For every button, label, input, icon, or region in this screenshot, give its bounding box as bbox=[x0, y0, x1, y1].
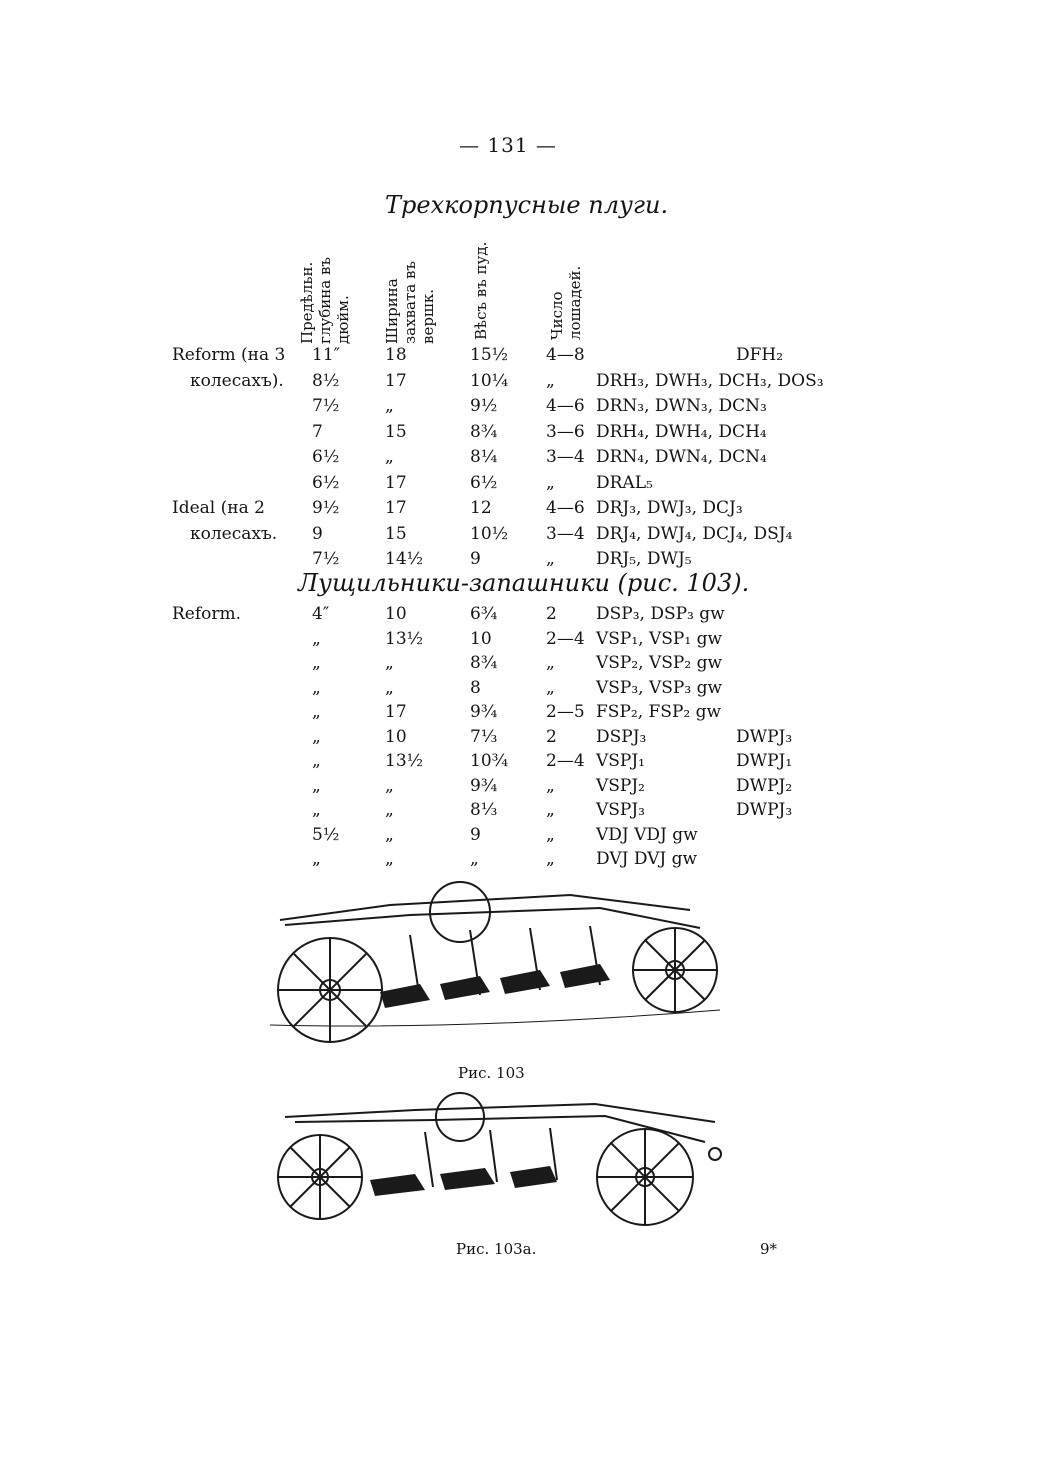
cell-weight: „ bbox=[470, 849, 479, 869]
cell-width: 13½ bbox=[385, 628, 424, 649]
cell-width: „ bbox=[385, 824, 394, 845]
cell-models: DRH₃, DWH₃, DCH₃, DOS₃ bbox=[596, 370, 824, 391]
cell-weight: 15½ bbox=[470, 345, 509, 365]
cell-weight: 9½ bbox=[470, 396, 498, 416]
row-label: Ideal (на 2 bbox=[172, 498, 265, 518]
cell-weight: 9 bbox=[470, 824, 481, 845]
cell-depth: „ bbox=[312, 775, 321, 796]
figure-103a-plough-illustration bbox=[275, 1092, 735, 1232]
cell-models: VSP₃, VSP₃ gw bbox=[596, 677, 722, 698]
cell-depth: „ bbox=[312, 677, 321, 698]
header-width: Ширина захвата въ вершк. bbox=[383, 261, 437, 344]
cell-width: „ bbox=[385, 677, 394, 698]
cell-width: 17 bbox=[385, 472, 407, 493]
cell-width: 15 bbox=[385, 523, 407, 544]
cell-models: DRN₃, DWN₃, DCN₃ bbox=[596, 396, 767, 416]
cell-models-right: DFH₂ bbox=[736, 345, 784, 365]
cell-weight: 7⅓ bbox=[470, 726, 498, 747]
cell-weight: 8 bbox=[470, 677, 481, 698]
row-label: колесахъ. bbox=[190, 523, 278, 544]
cell-horses: „ bbox=[546, 677, 555, 698]
cell-weight: 8¾ bbox=[470, 421, 498, 442]
cell-width: „ bbox=[385, 849, 394, 869]
cell-depth: „ bbox=[312, 653, 321, 673]
cell-models: VSPJ₂ bbox=[596, 775, 645, 796]
figure-103a-caption: Рис. 103а. bbox=[456, 1240, 537, 1258]
cell-weight: 10¾ bbox=[470, 751, 509, 771]
cell-models: DRH₄, DWH₄, DCH₄ bbox=[596, 421, 767, 442]
cell-horses: „ bbox=[546, 824, 555, 845]
section-title-three-body-ploughs: Трехкорпусные плуги. bbox=[385, 191, 669, 219]
cell-weight: 8¼ bbox=[470, 447, 498, 467]
row-label: Reform (на 3 bbox=[172, 345, 286, 365]
cell-width: „ bbox=[385, 653, 394, 673]
cell-depth: 9½ bbox=[312, 498, 340, 518]
cell-depth: 11″ bbox=[312, 345, 340, 365]
cell-depth: 7 bbox=[312, 421, 323, 442]
cell-weight: 8⅓ bbox=[470, 800, 498, 820]
cell-models: DRJ₃, DWJ₃, DCJ₃ bbox=[596, 498, 743, 518]
cell-horses: 4—8 bbox=[546, 345, 585, 365]
cell-depth: 9 bbox=[312, 523, 323, 544]
header-weight: Вѣсъ въ пуд. bbox=[472, 241, 490, 340]
cell-width: 14½ bbox=[385, 549, 424, 569]
cell-models: DSP₃, DSP₃ gw bbox=[596, 604, 725, 624]
cell-depth: „ bbox=[312, 628, 321, 649]
row-label: Reform. bbox=[172, 604, 242, 624]
cell-depth: 4″ bbox=[312, 604, 330, 624]
cell-models-right: DWPJ₁ bbox=[736, 751, 793, 771]
cell-models: DVJ DVJ gw bbox=[596, 849, 698, 869]
cell-weight: 12 bbox=[470, 498, 492, 518]
cell-horses: 2—4 bbox=[546, 628, 585, 649]
cell-weight: 9¾ bbox=[470, 702, 498, 722]
cell-depth: 6½ bbox=[312, 447, 340, 467]
cell-depth: 8½ bbox=[312, 370, 340, 391]
cell-horses: 2 bbox=[546, 604, 557, 624]
cell-width: 17 bbox=[385, 702, 407, 722]
cell-weight: 6½ bbox=[470, 472, 498, 493]
cell-models-right: DWPJ₃ bbox=[736, 726, 793, 747]
cell-models: VDJ VDJ gw bbox=[596, 824, 698, 845]
cell-weight: 9¾ bbox=[470, 775, 498, 796]
cell-horses: 4—6 bbox=[546, 396, 585, 416]
cell-weight: 6¾ bbox=[470, 604, 498, 624]
cell-depth: 5½ bbox=[312, 824, 340, 845]
cell-horses: „ bbox=[546, 800, 555, 820]
cell-models: DRN₄, DWN₄, DCN₄ bbox=[596, 447, 767, 467]
cell-weight: 10 bbox=[470, 628, 492, 649]
cell-horses: „ bbox=[546, 549, 555, 569]
cell-width: „ bbox=[385, 800, 394, 820]
cell-depth: „ bbox=[312, 702, 321, 722]
cell-models: VSP₂, VSP₂ gw bbox=[596, 653, 722, 673]
row-label: колесахъ). bbox=[190, 370, 284, 391]
cell-depth: „ bbox=[312, 800, 321, 820]
cell-models-right: DWPJ₂ bbox=[736, 775, 793, 796]
cell-weight: 10¼ bbox=[470, 370, 509, 391]
cell-horses: „ bbox=[546, 849, 555, 869]
header-horses: Число лошадей. bbox=[548, 265, 584, 340]
cell-width: 15 bbox=[385, 421, 407, 442]
section-title-skimmers: Лущильники-запашники (рис. 103). bbox=[298, 569, 750, 597]
cell-width: „ bbox=[385, 775, 394, 796]
page-number: — 131 — bbox=[459, 133, 557, 157]
cell-models: DRJ₄, DWJ₄, DCJ₄, DSJ₄ bbox=[596, 523, 793, 544]
cell-horses: 2—5 bbox=[546, 702, 585, 722]
cell-weight: 10½ bbox=[470, 523, 509, 544]
cell-horses: „ bbox=[546, 653, 555, 673]
cell-models: VSPJ₃ bbox=[596, 800, 645, 820]
cell-horses: „ bbox=[546, 370, 555, 391]
cell-models: VSP₁, VSP₁ gw bbox=[596, 628, 722, 649]
cell-models: FSP₂, FSP₂ gw bbox=[596, 702, 722, 722]
cell-width: 18 bbox=[385, 345, 407, 365]
header-depth: Предѣльн. глубина въ дюйм. bbox=[298, 257, 352, 344]
cell-width: „ bbox=[385, 396, 394, 416]
cell-models: DRJ₅, DWJ₅ bbox=[596, 549, 692, 569]
cell-horses: 4—6 bbox=[546, 498, 585, 518]
figure-103-plough-illustration bbox=[270, 880, 740, 1050]
cell-weight: 9 bbox=[470, 549, 481, 569]
cell-depth: 7½ bbox=[312, 396, 340, 416]
cell-depth: „ bbox=[312, 726, 321, 747]
cell-width: 17 bbox=[385, 370, 407, 391]
cell-width: 13½ bbox=[385, 751, 424, 771]
cell-depth: „ bbox=[312, 751, 321, 771]
cell-horses: 2—4 bbox=[546, 751, 585, 771]
cell-horses: 2 bbox=[546, 726, 557, 747]
cell-weight: 8¾ bbox=[470, 653, 498, 673]
cell-width: 10 bbox=[385, 604, 407, 624]
cell-models: DRAL₅ bbox=[596, 472, 653, 493]
signature-mark: 9* bbox=[760, 1240, 778, 1258]
cell-horses: 3—4 bbox=[546, 523, 585, 544]
cell-horses: „ bbox=[546, 472, 555, 493]
cell-depth: 6½ bbox=[312, 472, 340, 493]
cell-depth: „ bbox=[312, 849, 321, 869]
cell-models: VSPJ₁ bbox=[596, 751, 645, 771]
cell-horses: 3—4 bbox=[546, 447, 585, 467]
cell-depth: 7½ bbox=[312, 549, 340, 569]
cell-width: 17 bbox=[385, 498, 407, 518]
cell-models-right: DWPJ₃ bbox=[736, 800, 793, 820]
cell-width: 10 bbox=[385, 726, 407, 747]
cell-horses: „ bbox=[546, 775, 555, 796]
cell-width: „ bbox=[385, 447, 394, 467]
cell-models: DSPJ₃ bbox=[596, 726, 647, 747]
cell-horses: 3—6 bbox=[546, 421, 585, 442]
figure-103-caption: Рис. 103 bbox=[458, 1064, 525, 1082]
